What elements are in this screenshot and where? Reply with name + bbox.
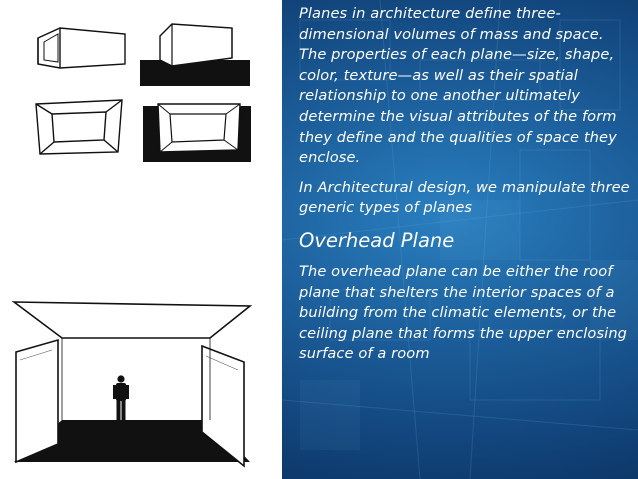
plane-illustrations [0,0,282,479]
open-box-sketch-icon [38,28,125,68]
room-perspective-sketch-icon [14,302,250,466]
closed-box-sketch-icon [140,24,250,86]
illustration-panel [0,0,282,479]
section-heading: Overhead Plane [299,228,455,252]
design-paragraph: In Architectural design, we manipulate three generic types of planes [299,178,630,217]
text-column [299,4,633,374]
body-paragraph: The overhead plane can be either the roof plane that shelters the interior spaces of a building from the climatic elements, or the ceiling plane that forms the upper enclosing surface of a room [299,262,628,363]
grounded-frame-sketch-icon [143,104,251,162]
human-figure-icon [113,375,129,424]
frame-box-sketch-icon [36,100,122,154]
intro-paragraph: Planes in architecture define three-dimensional volumes of mass and space. The properties of each plane—size, shape, color, texture—as well as their spatial relationship to one another ultimately determine the visual attributes of the form they define and the qualities of space they enclose. [299,5,617,167]
